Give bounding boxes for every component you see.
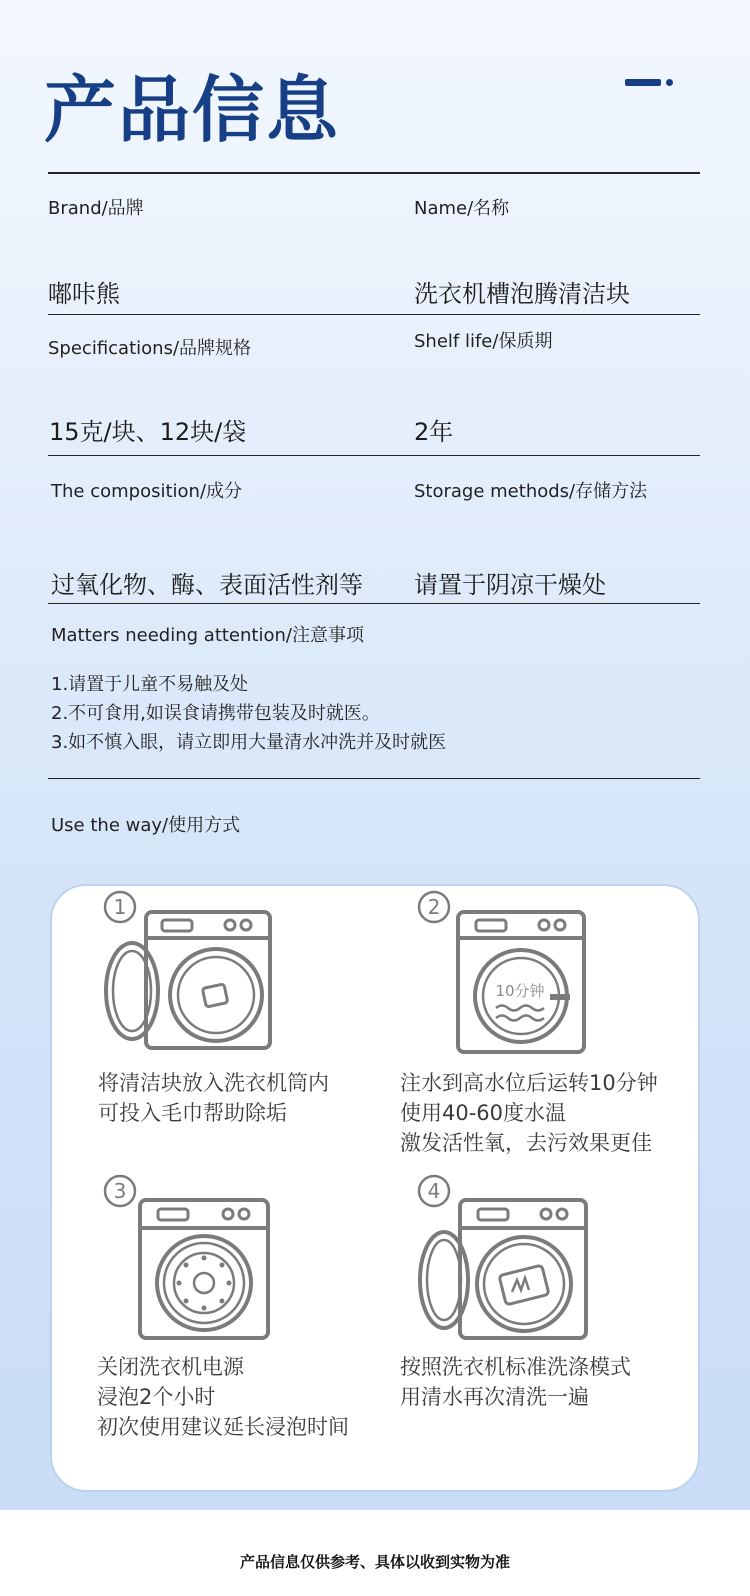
spec-value: 15克/块、12块/袋 xyxy=(49,418,247,446)
step-text-line: 初次使用建议延长浸泡时间 xyxy=(97,1415,349,1439)
attention-label: Matters needing attention/注意事项 xyxy=(51,625,364,646)
washing-machine-closed-icon xyxy=(100,1172,300,1342)
footer-disclaimer: 产品信息仅供参考、具体以收到实物为准 xyxy=(239,1553,510,1571)
page-title: 产品信息 xyxy=(44,68,341,152)
step-text-line: 关闭洗衣机电源 xyxy=(97,1355,244,1379)
brand-value: 嘟咔熊 xyxy=(48,280,120,308)
step-1-text xyxy=(98,1068,329,1128)
step-text-line: 将清洁块放入洗衣机筒内 xyxy=(98,1071,329,1095)
step-2-text xyxy=(400,1068,658,1158)
shelf-life-label: Shelf life/保质期 xyxy=(414,331,553,352)
attention-item: 1.请置于儿童不易触及处 xyxy=(51,674,249,695)
step-text-line: 使用40-60度水温 xyxy=(400,1101,567,1125)
attention-item: 3.如不慎入眼，请立即用大量清水冲洗并及时就医 xyxy=(51,732,447,753)
svg-text:1: 1 xyxy=(113,895,127,919)
svg-text:2: 2 xyxy=(427,895,441,919)
step-text-line: 用清水再次清洗一遍 xyxy=(400,1385,589,1409)
spec-label: Specifications/品牌规格 xyxy=(48,338,252,359)
step-text-line: 浸泡2个小时 xyxy=(97,1385,216,1409)
step-text-line: 激发活性氧，去污效果更佳 xyxy=(400,1131,652,1155)
svg-text:3: 3 xyxy=(113,1179,127,1203)
brand-label: Brand/品牌 xyxy=(48,198,144,219)
step-text-line: 按照洗衣机标准洗涤模式 xyxy=(400,1355,631,1379)
divider xyxy=(48,778,700,779)
washing-machine-water-10min-icon xyxy=(414,888,614,1058)
storage-value: 请置于阴凉干燥处 xyxy=(414,571,606,599)
step-text-line: 可投入毛巾帮助除垢 xyxy=(98,1101,287,1125)
svg-text:4: 4 xyxy=(427,1179,441,1203)
step-text-line: 注水到高水位后运转10分钟 xyxy=(400,1071,658,1095)
divider xyxy=(48,314,700,315)
name-label: Name/名称 xyxy=(414,198,510,219)
step-4-text xyxy=(400,1352,631,1412)
title-decoration-icon xyxy=(625,78,673,88)
shelf-life-value: 2年 xyxy=(414,418,454,446)
name-value: 洗衣机槽泡腾清洁块 xyxy=(414,280,630,308)
attention-item: 2.不可食用,如误食请携带包装及时就医。 xyxy=(51,703,380,724)
step-3-text xyxy=(97,1352,349,1442)
composition-value: 过氧化物、酶、表面活性剂等 xyxy=(51,571,363,599)
divider xyxy=(48,172,700,174)
svg-text:10分钟: 10分钟 xyxy=(495,982,545,1000)
storage-label: Storage methods/存储方法 xyxy=(414,481,648,502)
divider xyxy=(48,455,700,456)
washing-machine-towel-icon xyxy=(414,1172,614,1342)
divider xyxy=(48,603,700,604)
usage-label: Use the way/使用方式 xyxy=(51,815,241,836)
washing-machine-open-door-tablet-icon xyxy=(100,888,300,1058)
composition-label: The composition/成分 xyxy=(51,481,243,502)
